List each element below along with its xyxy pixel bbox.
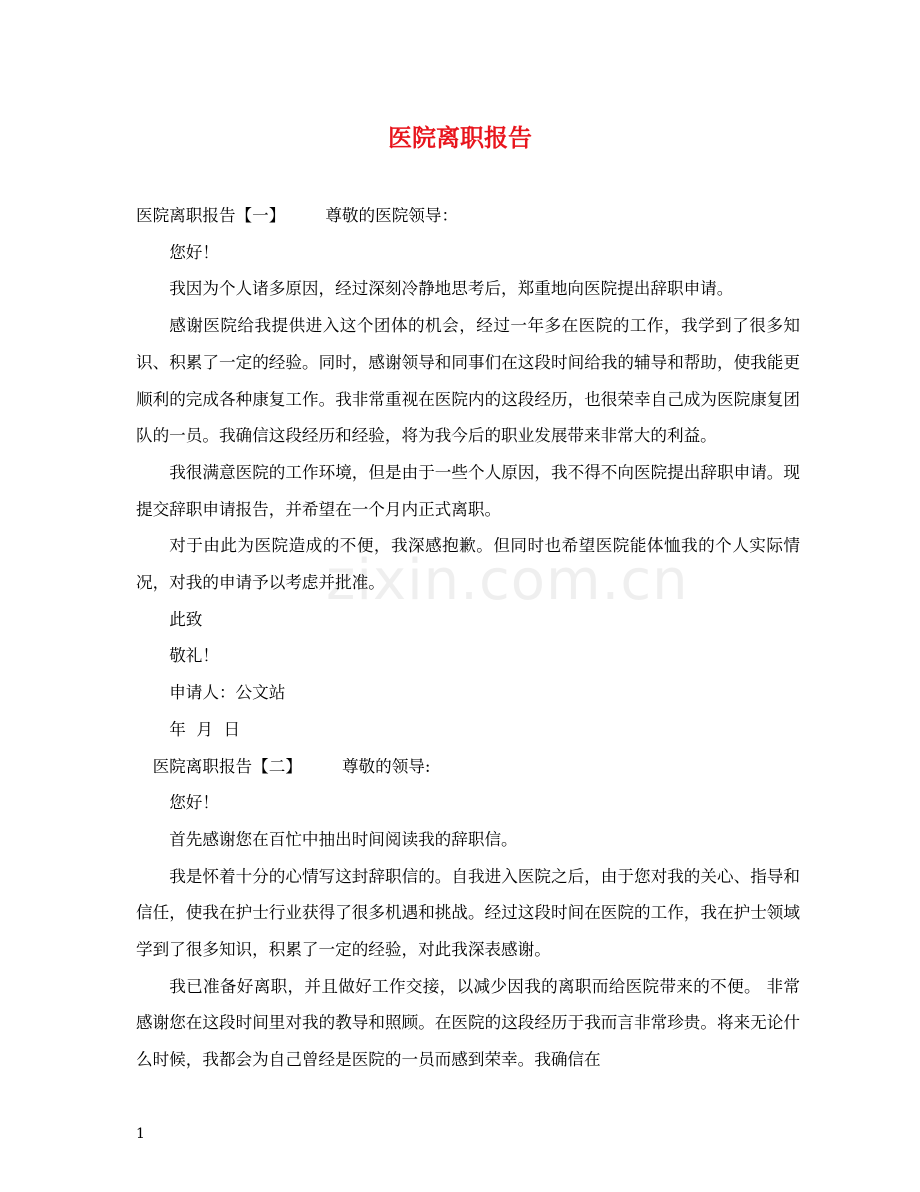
section1-greeting: 您好！ (169, 242, 219, 262)
document-body (136, 198, 800, 1079)
section1-paragraph-4: 对于由此为医院造成的不便，我深感抱歉。但同时也希望医院能体恤我的个人实际情况，对我的申请予以考虑并批准。 (136, 536, 800, 593)
section1-date: 年 月 日 (169, 719, 241, 739)
section1-closing-2: 敬礼！ (169, 646, 219, 666)
section1-paragraph-2: 感谢医院给我提供进入这个团体的机会，经过一年多在医院的工作，我学到了很多知识、积累了一定的经验。同时，感谢领导和同事们在这段时间给我的辅导和帮助，使我能更顺利的完成各种康复工作。我非常重视在医院内的这段经历，也很荣幸自己成为医院康复团队的一员。我确信这段经历和经验，将为我今后的职业发展带来非常大的利益。 (136, 316, 800, 446)
section1-paragraph-3: 我很满意医院的工作环境，但是由于一些个人原因，我不得不向医院提出辞职申请。现提交辞职申请报告，并希望在一个月内正式离职。 (136, 462, 800, 519)
section1-header-line (136, 198, 800, 235)
section2-paragraph-2: 我是怀着十分的心情写这封辞职信的。自我进入医院之后，由于您对我的关心、指导和信任，使我在护士行业获得了很多机遇和挑战。经过这段时间在医院的工作，我在护士领域学到了很多知识，积累了一定的经验，对此我深表感谢。 (136, 866, 800, 960)
section1-paragraph-1: 我因为个人诸多原因，经过深刻冷静地思考后，郑重地向医院提出辞职申请。 (169, 279, 734, 299)
document-title: 医院离职报告 (388, 123, 532, 152)
section2-header-line (136, 749, 800, 786)
section2-paragraph-3: 我已准备好离职，并且做好工作交接，以减少因我的离职而给医院带来的不便。 非常感谢您在这段时间里对我的教导和照顾。在医院的这段经历于我而言非常珍贵。将来无论什么时候，我都会为自己曾经是医院的一员而感到荣幸。我确信在 (136, 976, 800, 1070)
section2-greeting: 您好！ (169, 793, 219, 813)
section2-salutation: 尊敬的领导: (341, 756, 431, 776)
page-number: 1 (136, 1126, 145, 1142)
section2-heading: 医院离职报告【二】 (152, 756, 302, 776)
section1-applicant: 申请人：公文站 (169, 683, 286, 703)
watermark-text: zixin.com.cn (326, 548, 689, 613)
section1-salutation: 尊敬的医院领导： (325, 206, 459, 225)
section1-closing-1: 此致 (169, 609, 203, 629)
section2-paragraph-1: 首先感谢您在百忙中抽出时间阅读我的辞职信。 (169, 829, 518, 849)
section1-heading: 医院离职报告【一】 (136, 206, 286, 225)
